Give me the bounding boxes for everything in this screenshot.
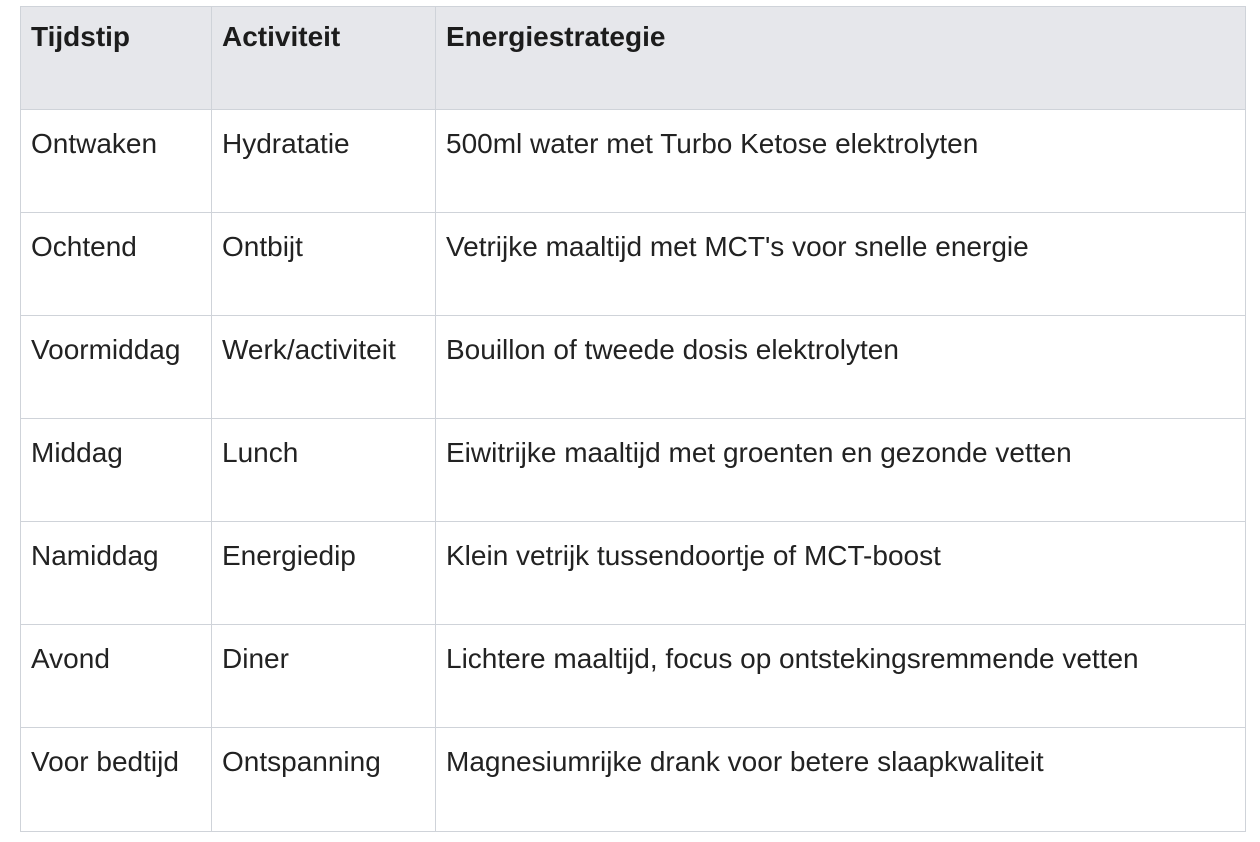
cell-activiteit: Energiedip (212, 522, 436, 625)
cell-energiestrategie: Bouillon of tweede dosis elektrolyten (436, 316, 1246, 419)
cell-energiestrategie: Lichtere maaltijd, focus op ontstekingsremmende vetten (436, 625, 1246, 728)
table-body (21, 110, 1246, 832)
cell-tijdstip: Middag (21, 419, 212, 522)
cell-activiteit: Diner (212, 625, 436, 728)
cell-tijdstip: Voormiddag (21, 316, 212, 419)
header-tijdstip: Tijdstip (21, 7, 212, 110)
cell-energiestrategie: Eiwitrijke maaltijd met groenten en gezonde vetten (436, 419, 1246, 522)
cell-activiteit: Werk/activiteit (212, 316, 436, 419)
table-header (21, 7, 1246, 110)
table-row (21, 110, 1246, 213)
cell-energiestrategie: Vetrijke maaltijd met MCT's voor snelle energie (436, 213, 1246, 316)
cell-activiteit: Ontbijt (212, 213, 436, 316)
header-activiteit: Activiteit (212, 7, 436, 110)
cell-energiestrategie: Klein vetrijk tussendoortje of MCT-boost (436, 522, 1246, 625)
cell-energiestrategie: Magnesiumrijke drank voor betere slaapkwaliteit (436, 728, 1246, 832)
table-row (21, 419, 1246, 522)
cell-tijdstip: Ochtend (21, 213, 212, 316)
header-energiestrategie: Energiestrategie (436, 7, 1246, 110)
cell-energiestrategie: 500ml water met Turbo Ketose elektrolyten (436, 110, 1246, 213)
cell-tijdstip: Avond (21, 625, 212, 728)
table-row (21, 728, 1246, 832)
cell-tijdstip: Ontwaken (21, 110, 212, 213)
table-row (21, 213, 1246, 316)
cell-tijdstip: Namiddag (21, 522, 212, 625)
table-row (21, 522, 1246, 625)
energy-schedule-table (20, 6, 1246, 832)
table-row (21, 625, 1246, 728)
cell-activiteit: Ontspanning (212, 728, 436, 832)
cell-tijdstip: Voor bedtijd (21, 728, 212, 832)
cell-activiteit: Lunch (212, 419, 436, 522)
table-row (21, 316, 1246, 419)
header-row (21, 7, 1246, 110)
cell-activiteit: Hydratatie (212, 110, 436, 213)
